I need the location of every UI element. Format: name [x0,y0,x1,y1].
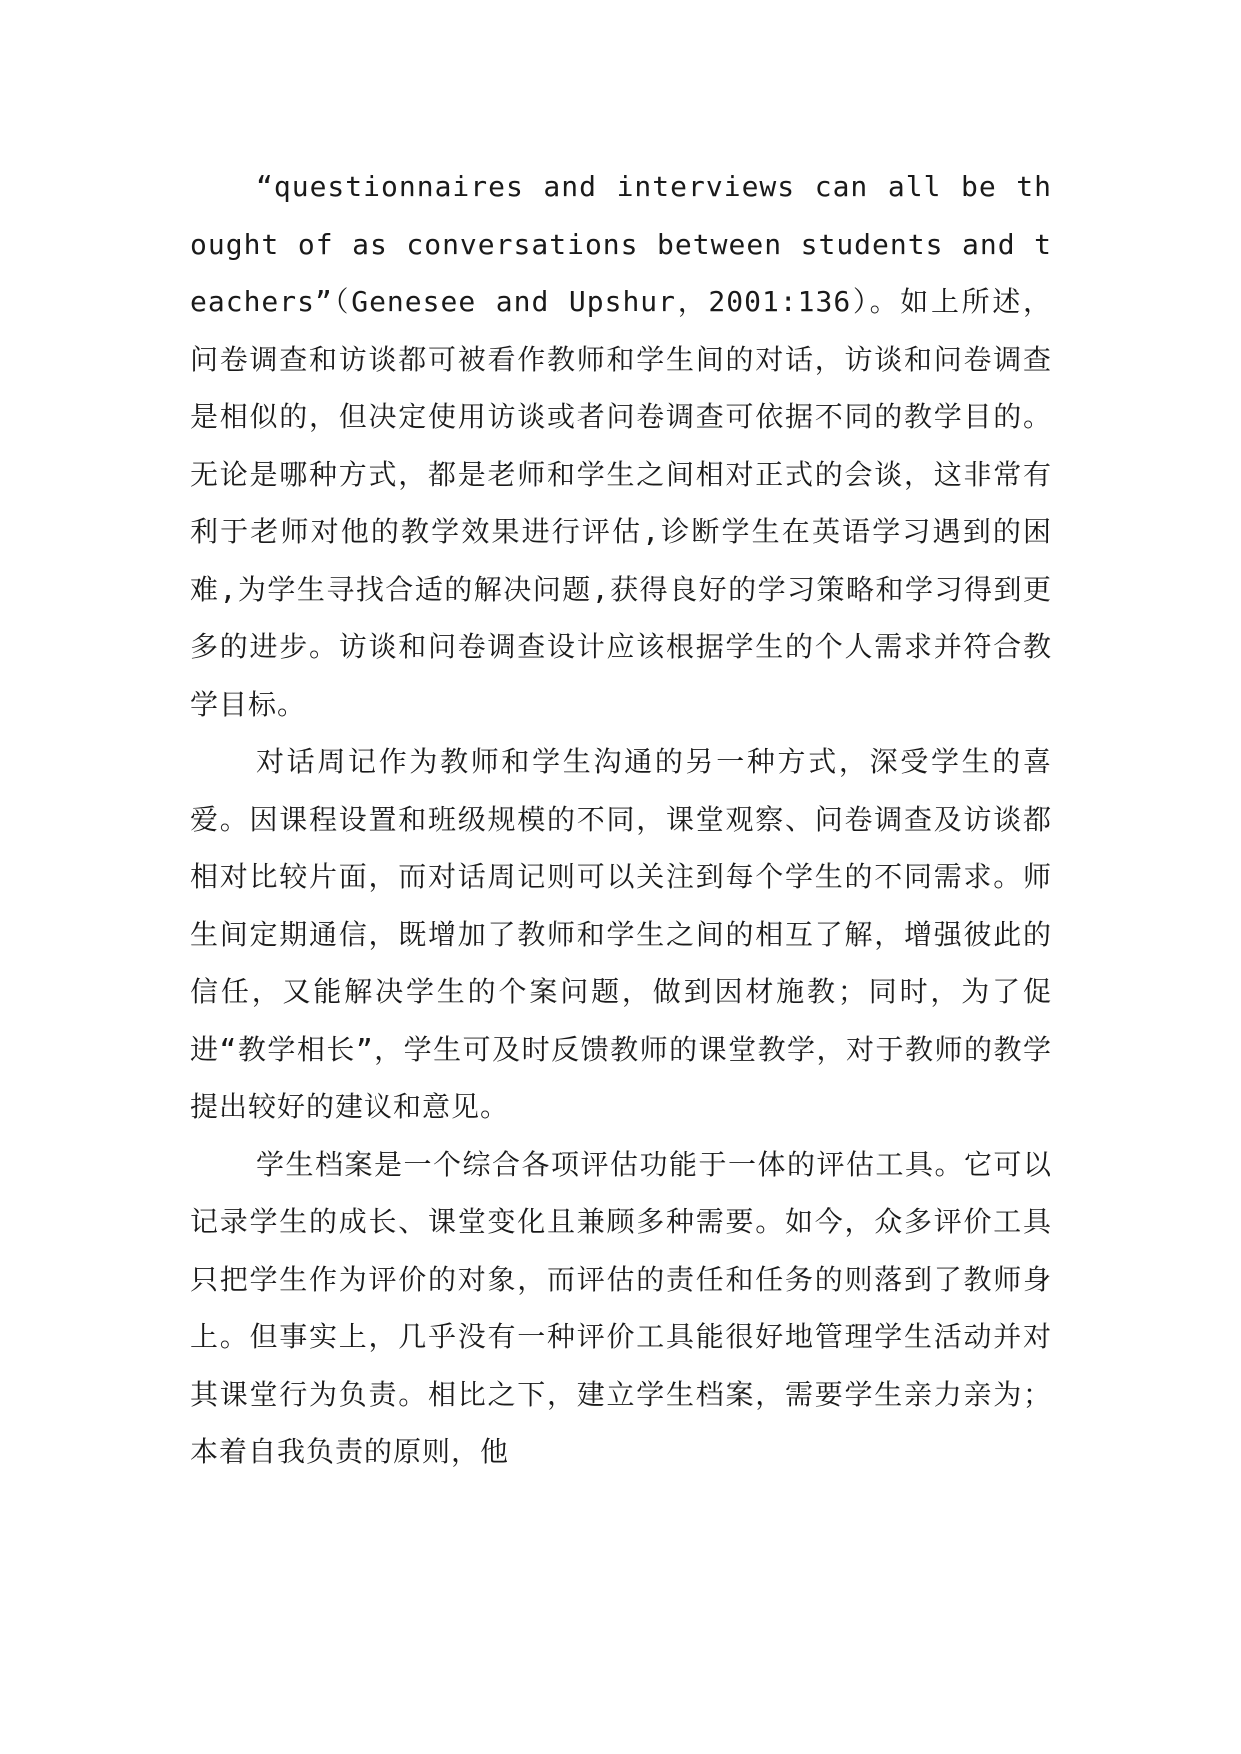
body-text [190,158,1052,1481]
paragraph-questionnaires-interviews: “questionnaires and interviews can all be thought of as conversations between students and teachers”（Genesee and Upshur，2001:136）。如上所述，问卷调查和访谈都可被看作教师和学生间的对话，访谈和问卷调查是相似的，但决定使用访谈或者问卷调查可依据不同的教学目的。无论是哪种方式，都是老师和学生之间相对正式的会谈，这非常有利于老师对他的教学效果进行评估,诊断学生在英语学习遇到的困难,为学生寻找合适的解决问题,获得良好的学习策略和学习得到更多的进步。访谈和问卷调查设计应该根据学生的个人需求并符合教学目标。 [190,170,1052,721]
paragraph-student-portfolio: 学生档案是一个综合各项评估功能于一体的评估工具。它可以记录学生的成长、课堂变化且兼顾多种需要。如今，众多评价工具只把学生作为评价的对象，而评估的责任和任务的则落到了教师身上。但事实上，几乎没有一种评价工具能很好地管理学生活动并对其课堂行为负责。相比之下，建立学生档案，需要学生亲力亲为；本着自我负责的原则，他 [190,1147,1052,1468]
paragraph-dialogue-journal: 对话周记作为教师和学生沟通的另一种方式，深受学生的喜爱。因课程设置和班级规模的不同，课堂观察、问卷调查及访谈都相对比较片面，而对话周记则可以关注到每个学生的不同需求。师生间定期通信，既增加了教师和学生之间的相互了解，增强彼此的信任，又能解决学生的个案问题，做到因材施教；同时，为了促进“教学相长”，学生可及时反馈教师的课堂教学，对于教师的教学提出较好的建议和意见。 [190,745,1052,1123]
